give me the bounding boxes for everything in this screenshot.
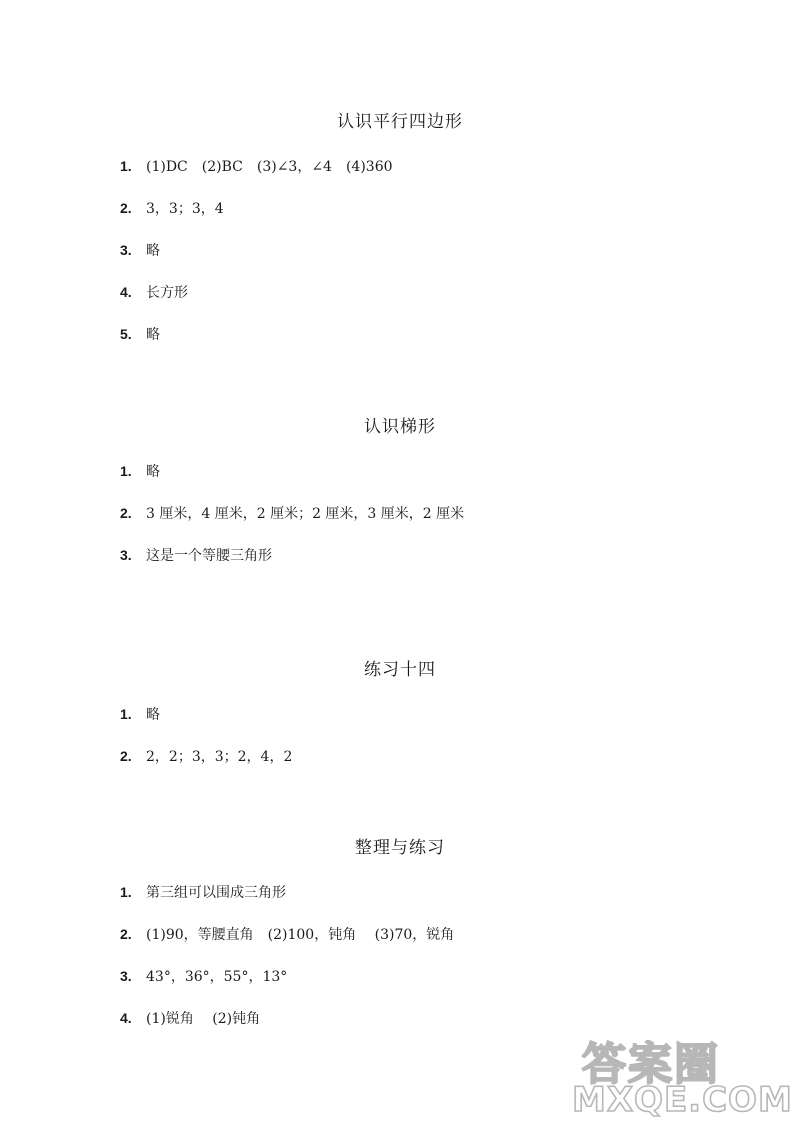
item-number: 2. xyxy=(120,926,132,942)
list-item xyxy=(120,503,464,523)
watermark-logo xyxy=(572,1028,793,1123)
item-answer: 3 厘米，4 厘米，2 厘米；2 厘米，3 厘米，2 厘米 xyxy=(146,506,465,522)
item-number: 2. xyxy=(120,505,132,521)
list-item xyxy=(120,746,292,766)
item-answer: (1)锐角 (2)钝角 xyxy=(146,1011,261,1027)
item-number: 1. xyxy=(120,158,132,174)
list-item xyxy=(120,924,454,944)
item-answer: 这是一个等腰三角形 xyxy=(146,548,272,564)
item-number: 4. xyxy=(120,1010,132,1026)
item-number: 3. xyxy=(120,242,132,258)
section-title-exercise-14: 练习十四 xyxy=(364,660,436,680)
item-answer: (1)DC (2)BC (3)∠3，∠4 (4)360 xyxy=(146,159,393,175)
item-answer: 2，2；3，3；2，4，2 xyxy=(146,749,293,765)
list-item xyxy=(120,198,224,218)
list-item xyxy=(120,156,393,176)
item-answer: 3，3；3，4 xyxy=(146,201,224,217)
list-item xyxy=(120,966,287,986)
item-answer: 略 xyxy=(146,464,160,480)
item-answer: 长方形 xyxy=(146,285,188,301)
section-title-trapezoid: 认识梯形 xyxy=(364,417,436,437)
item-number: 2. xyxy=(120,200,132,216)
list-item xyxy=(120,704,160,724)
item-number: 5. xyxy=(120,326,132,342)
item-answer: 43°，36°，55°，13° xyxy=(146,969,288,985)
item-answer: 略 xyxy=(146,327,160,343)
item-number: 4. xyxy=(120,284,132,300)
list-item xyxy=(120,282,188,302)
item-number: 1. xyxy=(120,884,132,900)
item-answer: 略 xyxy=(146,707,160,723)
item-answer: (1)90，等腰直角 (2)100，钝角 (3)70，锐角 xyxy=(146,927,455,943)
list-item xyxy=(120,324,160,344)
item-answer: 略 xyxy=(146,243,160,259)
item-number: 1. xyxy=(120,706,132,722)
list-item xyxy=(120,882,286,902)
item-number: 3. xyxy=(120,968,132,984)
item-number: 1. xyxy=(120,463,132,479)
watermark-logo-text-top: 答案圈 xyxy=(582,1039,720,1090)
list-item xyxy=(120,545,272,565)
item-answer: 第三组可以围成三角形 xyxy=(146,885,286,901)
list-item xyxy=(120,1008,260,1028)
watermark-logo-text-bottom: MXQE.COM xyxy=(572,1080,793,1120)
section-title-parallelogram: 认识平行四边形 xyxy=(337,112,463,132)
list-item xyxy=(120,461,160,481)
section-title-review: 整理与练习 xyxy=(355,838,445,858)
item-number: 3. xyxy=(120,547,132,563)
item-number: 2. xyxy=(120,748,132,764)
list-item xyxy=(120,240,160,260)
